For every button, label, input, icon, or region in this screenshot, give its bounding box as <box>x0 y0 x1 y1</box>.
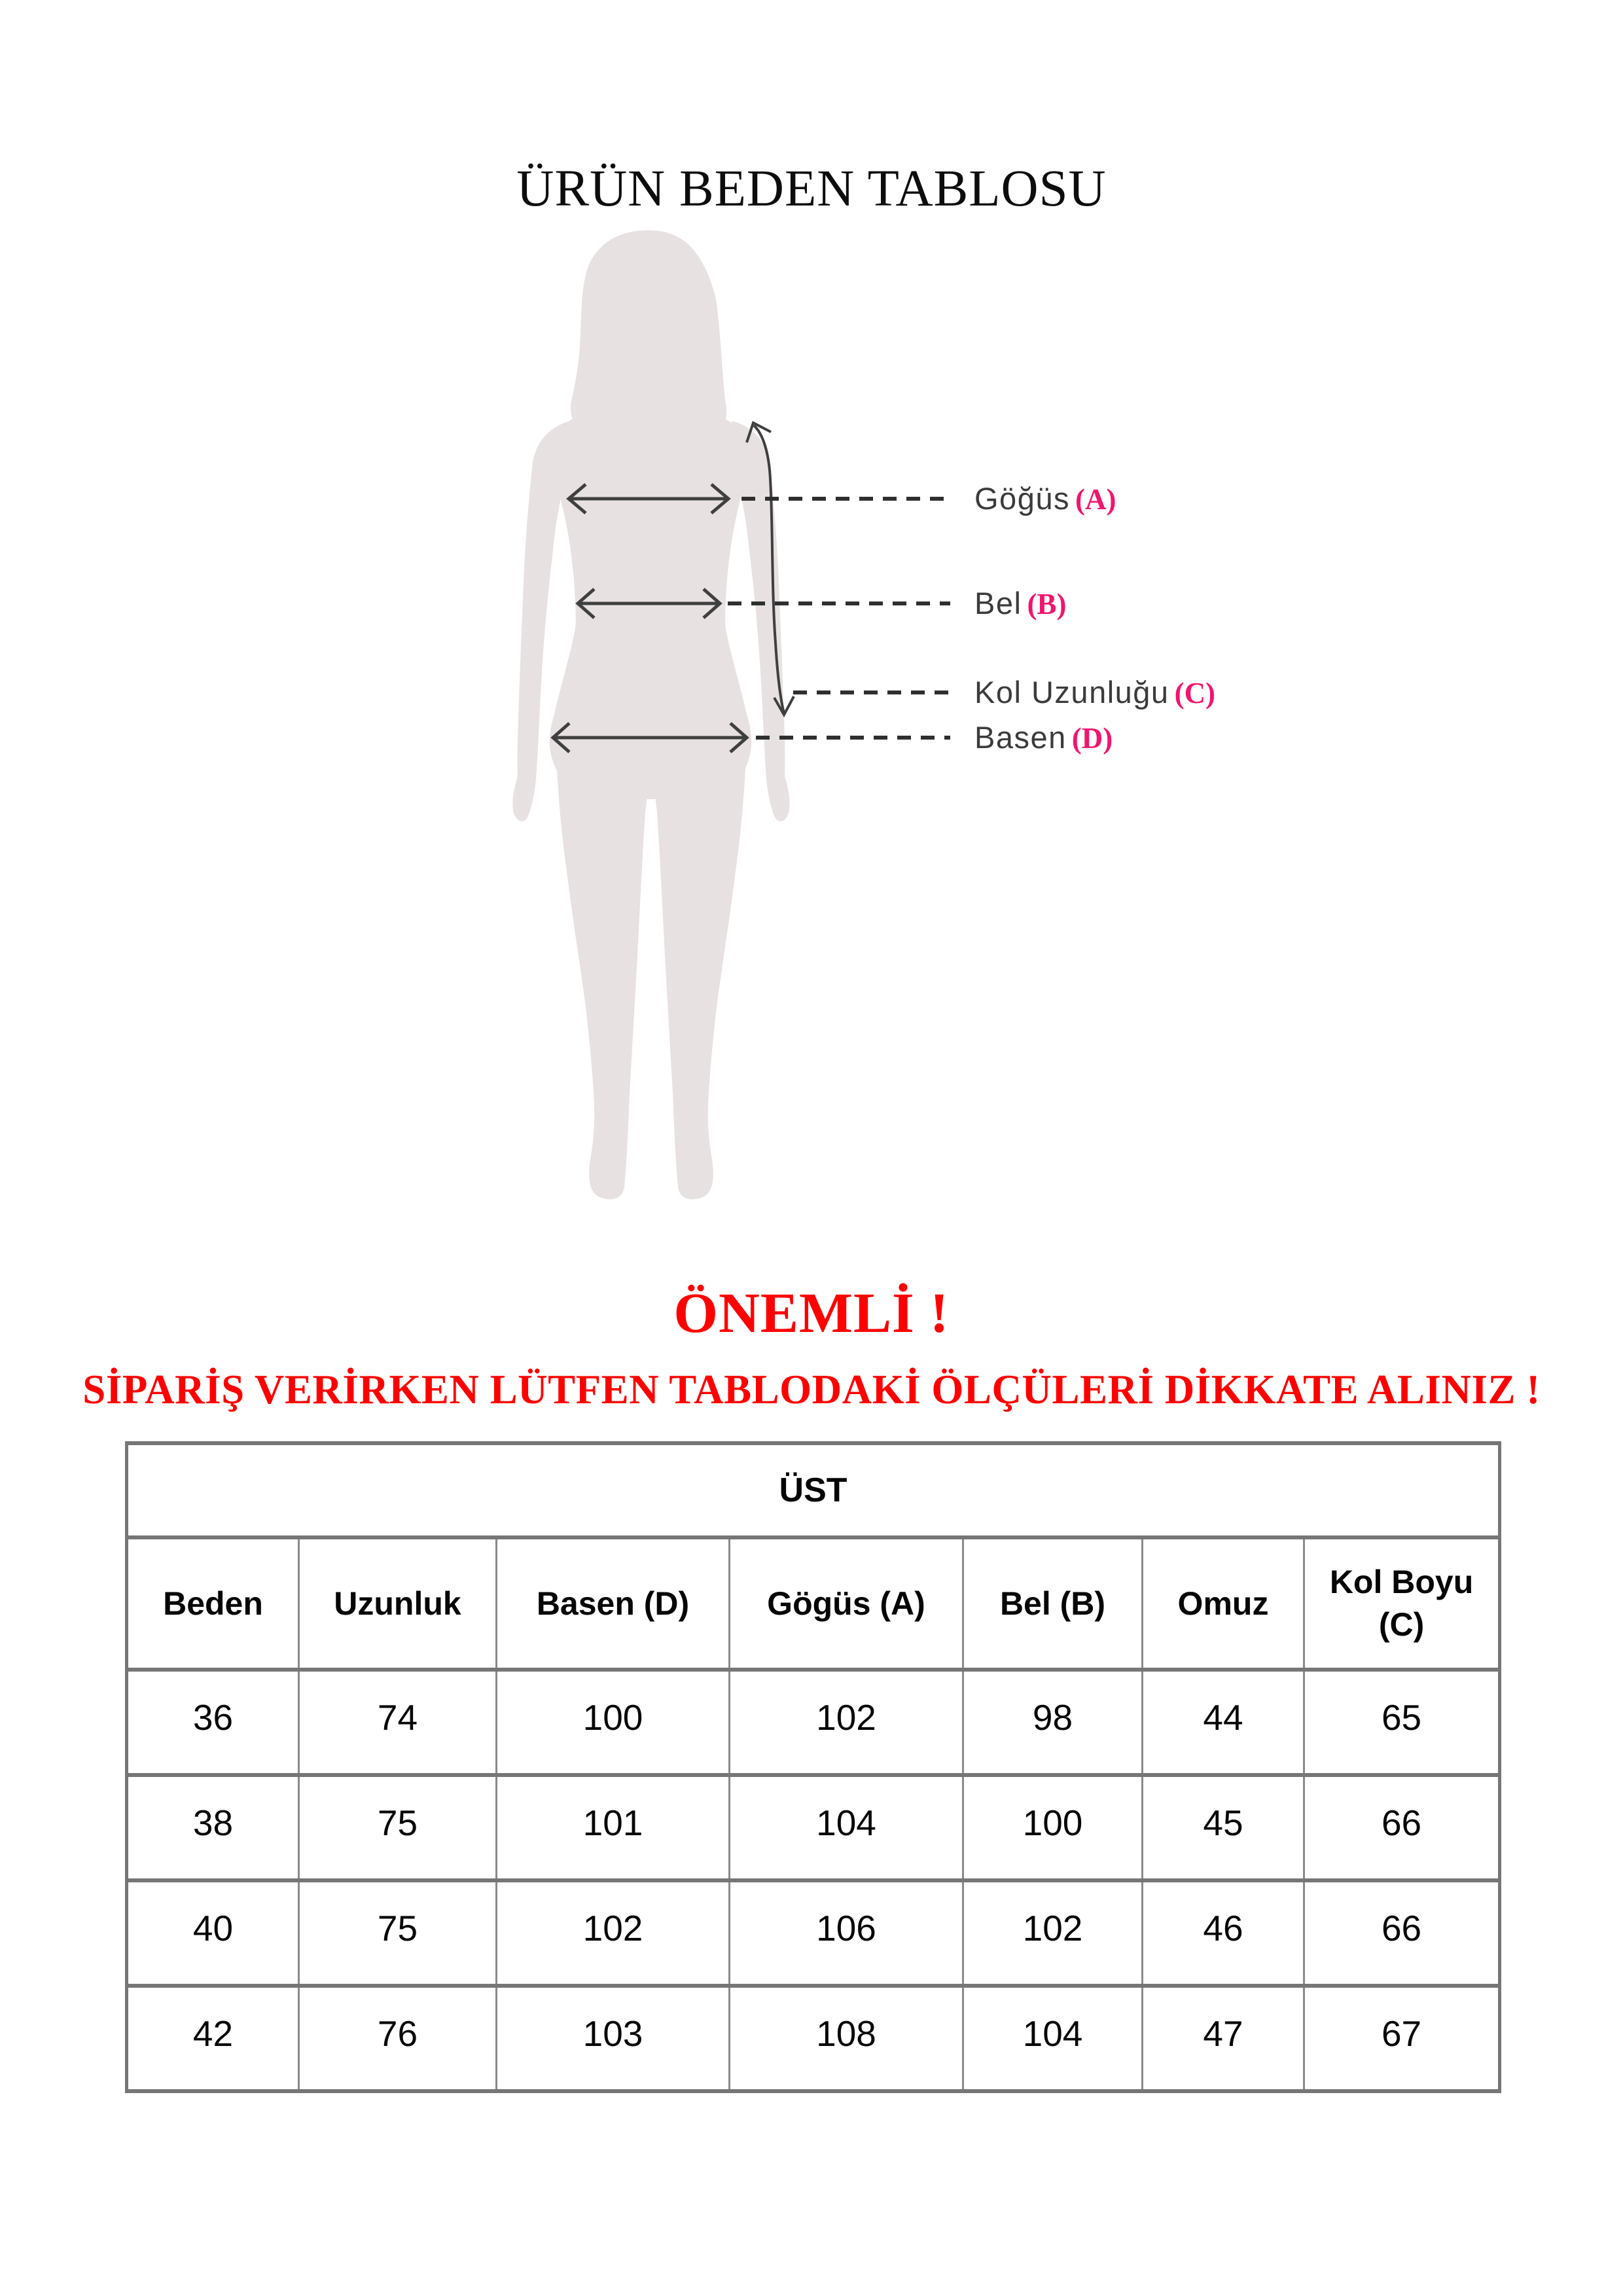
cell-omuz: 44 <box>1143 1670 1304 1775</box>
cell-basen: 102 <box>497 1880 730 1986</box>
table-row-size-36 <box>127 1670 1500 1775</box>
cell-omuz: 46 <box>1143 1880 1304 1986</box>
col-header-gogus: Gögüs (A) <box>730 1537 963 1670</box>
silhouette-left-leg <box>555 721 649 1199</box>
table-group-header-row <box>127 1443 1500 1537</box>
warning-subheading: SİPARİŞ VERİRKEN LÜTFEN TABLODAKİ ÖLÇÜLERİ DİKKATE ALINIZ ! <box>82 1367 1541 1412</box>
cell-kol-boyu: 67 <box>1304 1986 1500 2091</box>
col-header-uzunluk: Uzunluk <box>299 1537 497 1670</box>
chest-label-text: Göğüs <box>974 481 1070 516</box>
cell-kol-boyu: 66 <box>1304 1775 1500 1880</box>
waist-label-letter: (B) <box>1027 588 1067 620</box>
cell-gogus: 108 <box>730 1986 963 2091</box>
silhouette-head <box>571 230 726 433</box>
cell-basen: 101 <box>497 1775 730 1880</box>
cell-gogus: 104 <box>730 1775 963 1880</box>
cell-beden: 38 <box>127 1775 299 1880</box>
col-header-beden: Beden <box>127 1537 299 1670</box>
waist-label <box>974 588 1066 619</box>
cell-bel: 102 <box>963 1880 1143 1986</box>
table-group-header: ÜST <box>127 1443 1500 1537</box>
table-row-size-42 <box>127 1986 1500 2091</box>
cell-kol-boyu: 66 <box>1304 1880 1500 1986</box>
cell-gogus: 102 <box>730 1670 963 1775</box>
cell-beden: 42 <box>127 1986 299 2091</box>
body-measurement-diagram <box>478 196 975 1217</box>
silhouette-right-leg <box>653 721 747 1199</box>
female-silhouette <box>512 230 789 1200</box>
cell-beden: 40 <box>127 1880 299 1986</box>
chest-label-letter: (A) <box>1075 483 1116 516</box>
hip-label <box>974 722 1113 753</box>
arm-length-label <box>974 677 1215 708</box>
arm-length-label-letter: (C) <box>1174 677 1216 709</box>
table-row-size-40 <box>127 1880 1500 1986</box>
hip-label-text: Basen <box>974 720 1067 755</box>
cell-bel: 104 <box>963 1986 1143 2091</box>
hip-label-letter: (D) <box>1071 722 1113 755</box>
col-header-omuz: Omuz <box>1143 1537 1304 1670</box>
cell-omuz: 47 <box>1143 1986 1304 2091</box>
page-title: ÜRÜN BEDEN TABLOSU <box>516 160 1107 217</box>
cell-basen: 100 <box>497 1670 730 1775</box>
col-header-kol-boyu: Kol Boyu (C) <box>1304 1537 1500 1670</box>
cell-kol-boyu: 65 <box>1304 1670 1500 1775</box>
table-column-header-row <box>127 1537 1500 1670</box>
cell-beden: 36 <box>127 1670 299 1775</box>
warning-heading: ÖNEMLİ ! <box>673 1281 950 1344</box>
cell-uzunluk: 75 <box>299 1880 497 1986</box>
cell-basen: 103 <box>497 1986 730 2091</box>
cell-bel: 100 <box>963 1775 1143 1880</box>
cell-uzunluk: 75 <box>299 1775 497 1880</box>
chest-label <box>974 483 1116 514</box>
waist-label-text: Bel <box>974 586 1022 620</box>
col-header-bel: Bel (B) <box>963 1537 1143 1670</box>
cell-omuz: 45 <box>1143 1775 1304 1880</box>
col-header-basen: Basen (D) <box>497 1537 730 1670</box>
cell-gogus: 106 <box>730 1880 963 1986</box>
cell-bel: 98 <box>963 1670 1143 1775</box>
cell-uzunluk: 76 <box>299 1986 497 2091</box>
table-row-size-38 <box>127 1775 1500 1880</box>
arm-length-label-text: Kol Uzunluğu <box>974 675 1169 709</box>
size-table <box>125 1441 1501 2093</box>
cell-uzunluk: 74 <box>299 1670 497 1775</box>
